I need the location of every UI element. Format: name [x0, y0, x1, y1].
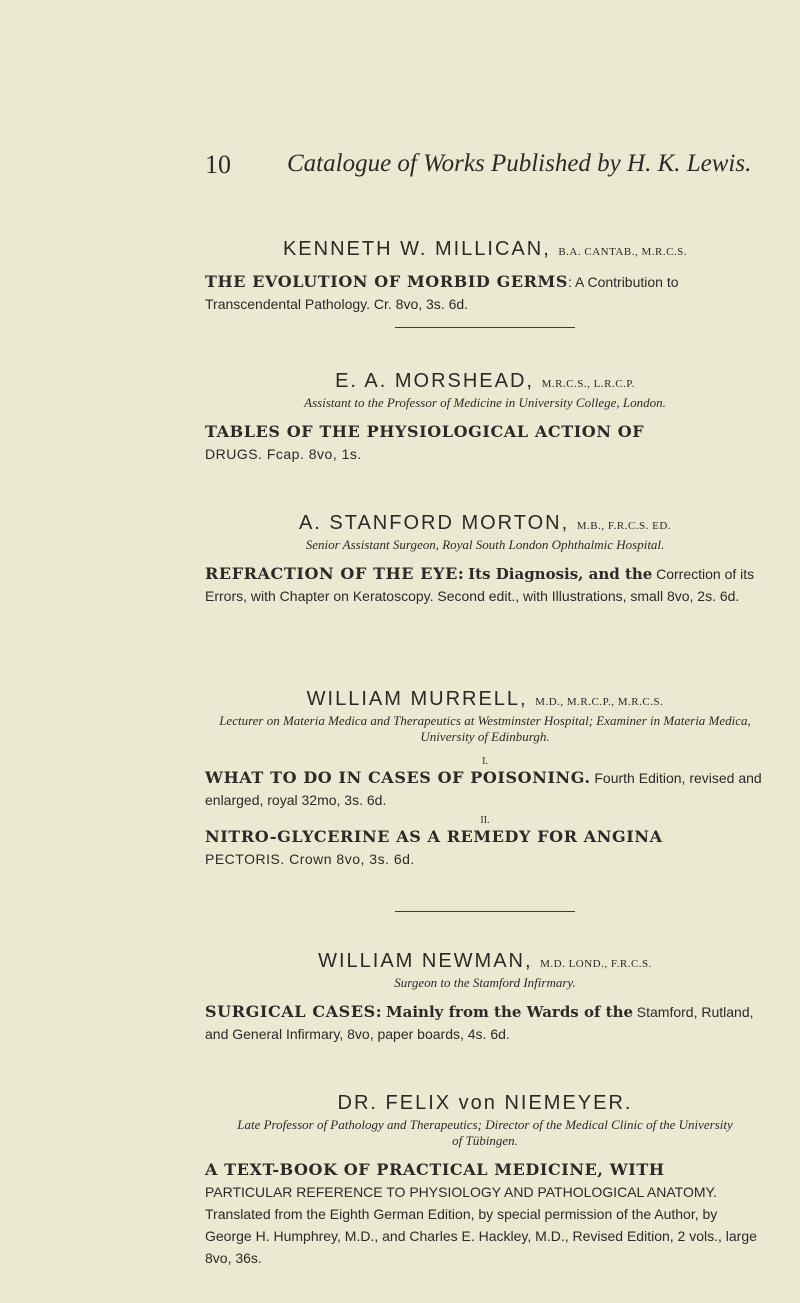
author-role: Senior Assistant Surgeon, Royal South London Ophthalmic Hospital. — [305, 537, 665, 552]
book-listing — [205, 563, 765, 608]
page-header — [205, 150, 765, 180]
entry-millican — [205, 238, 765, 316]
volume-numeral: I. — [482, 756, 488, 767]
author-name: A. STANFORD MORTON, M.B., F.R.C.S. ED. — [298, 512, 672, 534]
book-title: THE EVOLUTION OF MORBID GERMS — [205, 272, 568, 291]
entry-niemeyer — [205, 1092, 765, 1270]
book-title: A TEXT-BOOK OF PRACTICAL MEDICINE, WITH — [205, 1160, 665, 1179]
book-description: : A Contribution to Transcendental Pathology. Cr. 8vo, 3s. 6d. — [205, 274, 679, 312]
book-title: NITRO-GLYCERINE AS A REMEDY FOR ANGINA — [205, 827, 663, 846]
book-description: PECTORIS. Crown 8vo, 3s. 6d. — [205, 851, 415, 867]
book-description: Correction of its Errors, with Chapter on Keratoscopy. Second edit., with Illustrations, small 8vo, 2s. 6d. — [205, 566, 755, 604]
book-listing — [205, 1159, 765, 1270]
book-listing — [205, 421, 765, 466]
entry-newman — [205, 950, 765, 1046]
book-description: Stamford, Rutland, and General Infirmary, 8vo, paper boards, 4s. 6d. — [205, 1004, 754, 1042]
author-role: Lecturer on Materia Medica and Therapeutics at Westminster Hospital; Examiner in Materia Medica, University of Edinburgh. — [219, 713, 751, 744]
divider — [395, 911, 575, 912]
author-name: WILLIAM MURRELL, M.D., M.R.C.P., M.R.C.S. — [306, 688, 664, 710]
book-title: REFRACTION OF THE EYE: — [205, 564, 465, 583]
book-listing — [205, 767, 765, 812]
book-title: WHAT TO DO IN CASES OF POISONING. — [205, 768, 591, 787]
entry-murrell — [205, 688, 765, 871]
book-description: Fourth Edition, revised and enlarged, royal 32mo, 3s. 6d. — [205, 770, 762, 808]
author-name: E. A. MORSHEAD, M.R.C.S., L.R.C.P. — [335, 370, 635, 392]
author-name: DR. FELIX von NIEMEYER. — [337, 1092, 633, 1114]
author-role: Surgeon to the Stamford Infirmary. — [394, 975, 576, 990]
book-description: DRUGS. Fcap. 8vo, 1s. — [205, 446, 362, 462]
book-title: TABLES OF THE PHYSIOLOGICAL ACTION OF — [205, 422, 645, 441]
author-name: KENNETH W. MILLICAN, B.A. CANTAB., M.R.C.S. — [282, 238, 688, 260]
book-listing — [205, 271, 765, 316]
book-listing — [205, 1001, 765, 1046]
book-title: SURGICAL CASES: — [205, 1002, 383, 1021]
volume-numeral: II. — [480, 815, 490, 826]
author-role: Assistant to the Professor of Medicine in University College, London. — [304, 395, 666, 410]
entry-morton — [205, 512, 765, 608]
entry-morshead — [205, 370, 765, 466]
book-subtitle: Mainly from the Wards of the — [386, 1003, 634, 1021]
running-head: Catalogue of Works Published by H. K. Lewis. — [287, 150, 752, 177]
author-role: Late Professor of Pathology and Therapeutics; Director of the Medical Clinic of the University of Tübingen. — [237, 1117, 733, 1148]
author-name: WILLIAM NEWMAN, M.D. LOND., F.R.C.S. — [318, 950, 652, 972]
page-number: 10 — [205, 150, 231, 179]
book-description: PARTICULAR REFERENCE TO PHYSIOLOGY AND PATHOLOGICAL ANATOMY. Translated from the Eighth German Edition, by special permission of the Author, by George H. Humphrey, M.D., and Charles E. Hackley, M.D., Revised Edition, 2 vols., large 8vo, 36s. — [205, 1184, 757, 1266]
divider — [395, 327, 575, 328]
book-subtitle: Its Diagnosis, and the — [468, 565, 653, 583]
book-listing — [205, 826, 765, 871]
